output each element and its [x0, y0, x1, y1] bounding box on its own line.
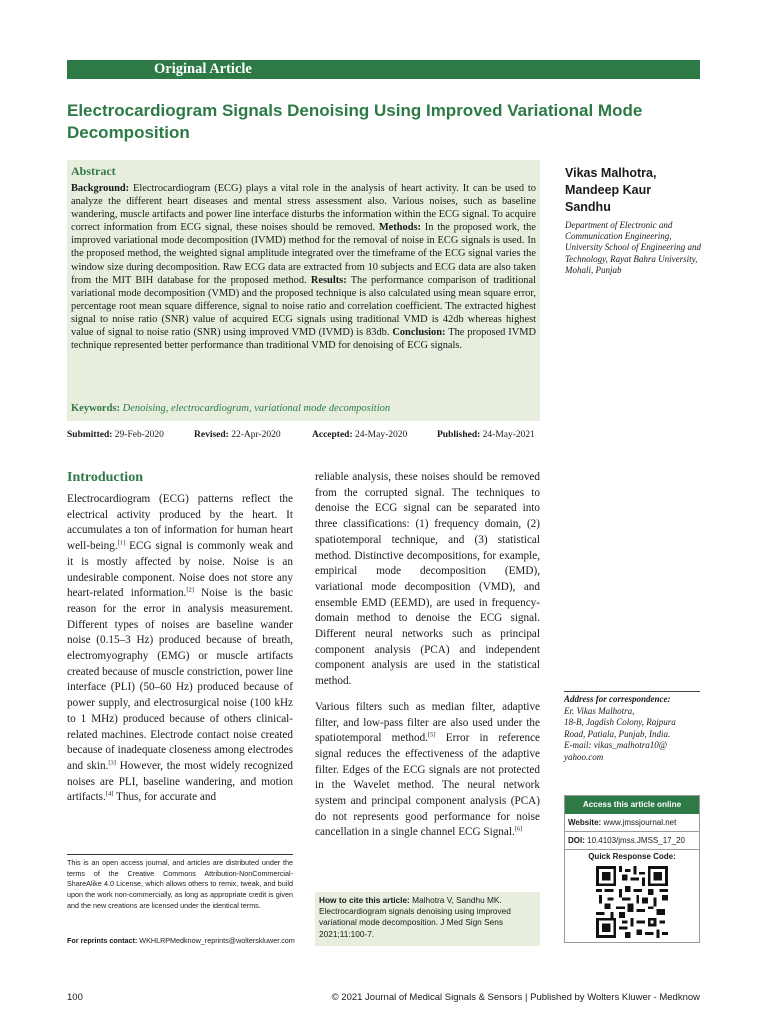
abstract-body — [71, 182, 536, 352]
qr-code-icon[interactable] — [596, 866, 668, 938]
page-number: 100 — [67, 992, 83, 1003]
published-value: 24-May-2021 — [482, 430, 535, 440]
dates-row — [67, 430, 540, 444]
doi-label: DOI: — [568, 836, 585, 845]
methods-label: Methods: — [378, 222, 421, 234]
correspondence-name: Er. Vikas Malhotra, — [564, 705, 635, 716]
accepted-label: Accepted: — [312, 430, 353, 440]
correspondence-address-2: Road, Patiala, Punjab, India. — [564, 728, 671, 739]
revised-value: 22-Apr-2020 — [231, 430, 281, 440]
intro-text: Various filters such as median filter, adaptive filter, and low-pass filter are also used under the spatiotemporal method. — [315, 700, 540, 745]
qr-label: Quick Response Code: — [588, 852, 676, 861]
title-line-2: Decomposition — [67, 123, 190, 142]
correspondence-email-2[interactable]: yahoo.com — [564, 751, 604, 762]
background-text: Electrocardiogram (ECG) plays a vital role in the analysis of heart activity. It can be used to analyze the different heart diseases and mental stress assessment also. Various noises, such as baseline wandering, muscle artifacts and power line interface disturbs the information within the ECG signal. To acquire correct information from ECG signal, these noises should be removed. — [71, 183, 536, 234]
accepted-date — [312, 430, 407, 440]
reprints-email[interactable]: WKHLRPMedknow_reprints@wolterskluwer.com — [139, 936, 295, 945]
citation-ref[interactable]: [3] — [108, 759, 116, 767]
author-affiliation: Department of Electronic and Communication Engineering, University School of Engineering and Technology, Rayat Bahra University, Mohali, Punjab — [565, 220, 701, 275]
license-note: This is an open access journal, and articles are distributed under the terms of the Creative Commons Attribution-NonCommercial-ShareAlike 4.0 License, which allows others to remix, tweak, and build upon the work non-commercially, as long as appropriate credit is given and the new creations are licensed under the identical terms. — [67, 854, 293, 912]
submitted-date — [67, 430, 164, 440]
doi-row — [565, 832, 699, 850]
intro-text: Electrocardiogram (ECG) patterns reflect the electrical activity produced by the heart. It accumulates a ton of information for human heart well-being. — [67, 493, 293, 553]
access-online-box — [564, 795, 700, 943]
cite-label: How to cite this article: — [319, 895, 410, 905]
website-row — [565, 814, 699, 832]
keywords — [71, 403, 390, 414]
conclusion-text: The proposed IVMD technique represented better performance than traditional VMD for denoising of ECG signals. — [71, 327, 536, 352]
intro-text: Thus, for accurate and — [113, 791, 217, 804]
correspondence-address-1: 18-B, Jagdish Colony, Rajpura — [564, 717, 676, 728]
citation-ref[interactable]: [1] — [117, 539, 126, 547]
correspondence-email-1[interactable]: E-mail: vikas_malhotra10@ — [564, 740, 668, 751]
intro-text: Error in reference signal reduces the effectiveness of the adaptive filter. Edges of the ECG signals are not protected in the Wavelet method. The neural network system and principal component analysis (PCA) do not represents good performance for noise cancellation in a single channel ECG Signal. — [315, 732, 541, 839]
website-link[interactable]: www.jmssjournal.net — [603, 818, 677, 827]
abstract-heading: Abstract — [71, 164, 116, 178]
author-line-3: Sandhu — [565, 200, 611, 214]
access-heading: Access this article online — [565, 796, 699, 814]
doi-link[interactable]: 10.4103/jmss.JMSS_17_20 — [587, 836, 685, 845]
citation-ref[interactable]: [5] — [428, 731, 436, 739]
section-band — [67, 60, 700, 79]
citation-ref[interactable]: [4] — [105, 790, 114, 798]
background-label: Background: — [71, 183, 130, 194]
abstract-box — [67, 160, 540, 421]
citation-ref[interactable]: [6] — [514, 825, 523, 833]
results-text: The performance comparison of traditional variational mode decomposition (VMD) and the proposed technique is also calculated using mean square error, percentage root mean square difference, signal to noise ratio and correlation coefficient. The extracted highest signal to noise ratio (SNR) value of acquired ECG signals using traditional VMD is 42db whereas highest value of signal to noise ratio (SNR) using improved VMD (IVMD) is 83db. — [71, 274, 536, 339]
section-tag: Original Article — [154, 61, 252, 77]
revised-date — [194, 430, 281, 440]
published-date — [437, 430, 535, 440]
intro-text: ECG signal is commonly weak and it is mostly affected by noise. Noise is an undesirable component. Noise does not store any heart-related information. — [67, 540, 293, 600]
revised-label: Revised: — [194, 430, 229, 440]
keywords-label: Keywords: — [71, 403, 120, 414]
intro-text: Noise is the basic reason for the error in analysis measurement. Different types of noises are baseline wander noise (0.15–3 Hz) produced because of breath, electromyography (EMG) or muscle artifacts created because of muscle constriction, power line interface (PLI) (50–60 Hz) produced because of power supply, and electrosurgical noise (100 kHz to 1 MHz) produced because of others clinical-related machines. Electrode contact noise created because of inadequate closeness among electrodes and skin. — [67, 587, 293, 772]
website-label: Website: — [568, 818, 602, 827]
intro-paragraph-2: reliable analysis, these noises should be removed from the corrupted signal. The techniques to denoise the ECG signal can be separated into three classifications: (1) frequency domain, (2) spatiotemporal technique, and (3) statistical method. Distinctive decompositions, for example, empirical mode decomposition (EMD), variational mode decomposition (VMD), and ensemble EMD (EEMD), are used in frequency-domain method to denoise the ECG signal. Different neural networks such as principal component analysis (PCA) and independent component analysis are used in the statistical method. — [315, 471, 540, 688]
methods-text: In the proposed work, the improved variational mode decomposition (IVMD) method for the removal of noise in ECG signals is used. In the proposed method, the weighted signal amplitude integrated over the timeframe of the ECG signal varies the window size during decomposition. Raw ECG data are extracted from 10 subjects and ECG data are also taken from the MIT BIH database for the proposed method. — [71, 222, 536, 286]
title-line-1: Electrocardiogram Signals Denoising Using Improved Variational Mode — [67, 101, 643, 120]
accepted-value: 24-May-2020 — [355, 430, 408, 440]
submitted-value: 29-Feb-2020 — [114, 430, 164, 440]
cite-text: Malhotra V, Sandhu MK. Electrocardiogram signals denoising using improved variational mode decomposition. J Med Sign Sens 2021;11:100-7. — [319, 895, 511, 939]
author-line-1: Vikas Malhotra, — [565, 166, 657, 180]
correspondence-block — [564, 691, 700, 764]
body-column-right — [315, 470, 540, 851]
author-list — [565, 165, 705, 216]
reprints-label: For reprints contact: — [67, 936, 138, 945]
article-title — [67, 100, 700, 144]
correspondence-heading: Address for correspondence: — [564, 694, 671, 704]
conclusion-label: Conclusion: — [392, 327, 446, 339]
results-label: Results: — [310, 274, 347, 286]
introduction-heading: Introduction — [67, 470, 143, 485]
footer-copyright: © 2021 Journal of Medical Signals & Sensors | Published by Wolters Kluwer - Medknow — [331, 992, 700, 1003]
how-to-cite-box — [315, 892, 540, 946]
intro-paragraph-1 — [67, 492, 293, 806]
keywords-text: Denoising, electrocardiogram, variational mode decomposition — [122, 403, 391, 414]
body-column-left — [67, 470, 293, 816]
author-line-2: Mandeep Kaur — [565, 183, 652, 197]
submitted-label: Submitted: — [67, 430, 113, 440]
citation-ref[interactable]: [2] — [186, 586, 194, 594]
intro-paragraph-3 — [315, 700, 540, 841]
intro-text: However, the most widely recognized noises are PLI, baseline wandering, and motion artifacts. — [67, 759, 293, 804]
published-label: Published: — [437, 430, 481, 440]
reprints-contact — [67, 936, 307, 945]
